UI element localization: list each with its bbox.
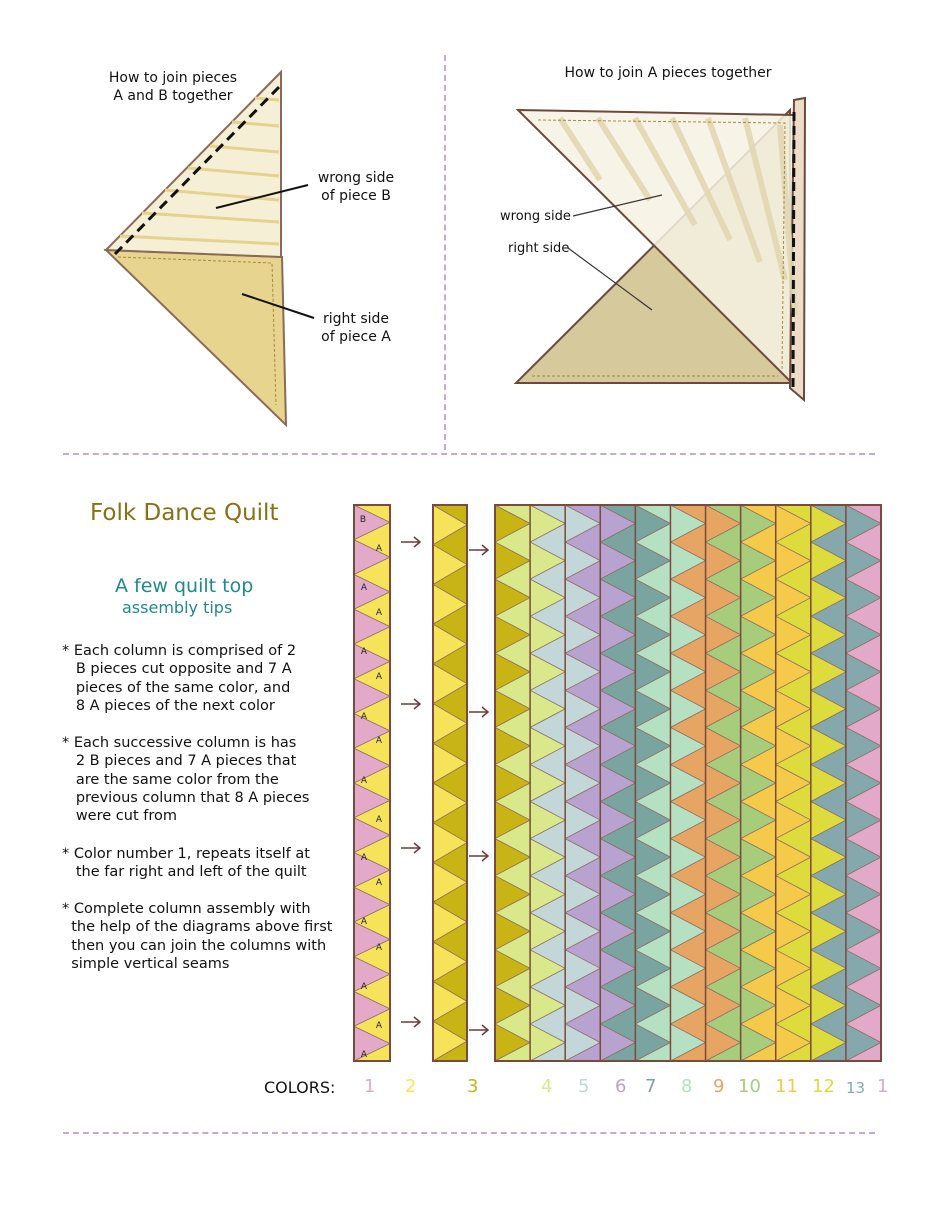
strip-piece-label: A [375,1021,383,1031]
strip-piece-label: A [375,608,383,618]
strip-piece-label: A [360,583,368,593]
color-number-9: 9 [713,1076,725,1097]
strip-piece-label: A [360,776,368,786]
strip-piece-label: A [375,672,383,682]
color-number-3: 3 [467,1076,479,1097]
color-number-6: 6 [615,1076,627,1097]
strip-piece-label: A [360,982,368,992]
color-number-1: 1 [877,1076,889,1097]
subtitle-line2: assembly tips [122,598,233,617]
arrow-strip1-to-strip2 [401,843,420,853]
strip-piece-label: A [360,853,368,863]
color-number-7: 7 [645,1076,657,1097]
tip-3: * Color number 1, repeats itself at the far right and left of the quilt [62,846,310,881]
arrow-strip1-to-strip2 [401,1017,420,1027]
color-number-2: 2 [405,1076,417,1097]
tip-1: * Each column is comprised of 2 B pieces cut opposite and 7 A pieces of the same color, and 8 A pieces of the next color [62,643,297,714]
tip-4: * Complete column assembly with the help of the diagrams above first then you can join the columns with simple vertical seams [62,901,333,972]
label-right-side: right side [508,241,570,256]
strip-piece-label: A [375,736,383,746]
colors-label: COLORS: [264,1078,336,1097]
color-number-10: 10 [738,1076,761,1097]
label-wrong-side: wrong side [500,209,571,224]
subtitle-line1: A few quilt top [115,575,254,597]
arrow-strip1-to-strip2 [401,537,420,547]
arrow-strip2-to-quilt [469,707,488,717]
arrow-strip2-to-quilt [469,851,488,861]
color-number-1: 1 [364,1076,376,1097]
strip-piece-label: A [375,943,383,953]
arrow-strip2-to-quilt [469,545,488,555]
strip-piece-label: A [375,878,383,888]
color-number-13: 13 [846,1079,866,1097]
strip-piece-label: A [360,712,368,722]
arrow-strip1-to-strip2 [401,699,420,709]
strip-piece-label: A [360,647,368,657]
strip-piece-label: A [360,1050,368,1060]
diagram-ab-title: How to join pieces A and B together [108,70,238,104]
strip-piece-label: A [375,815,383,825]
color-number-12: 12 [812,1076,835,1097]
strip-piece-label: B [359,515,367,525]
label-wrong-side-b: wrong side of piece B [317,170,395,204]
color-number-11: 11 [775,1076,798,1097]
strip-piece-label: A [360,917,368,927]
tip-2: * Each successive column is has 2 B pieces and 7 A pieces that are the same color from the previous column that 8 A pieces were cut from [62,735,310,825]
color-number-4: 4 [541,1076,553,1097]
color-number-5: 5 [578,1076,590,1097]
diagram-aa-title: How to join A pieces together [564,65,772,81]
arrow-strip2-to-quilt [469,1025,488,1035]
label-right-side-a: right side of piece A [321,311,391,345]
quilt-title: Folk Dance Quilt [90,500,279,526]
strip-piece-label: A [375,544,383,554]
color-number-8: 8 [681,1076,693,1097]
